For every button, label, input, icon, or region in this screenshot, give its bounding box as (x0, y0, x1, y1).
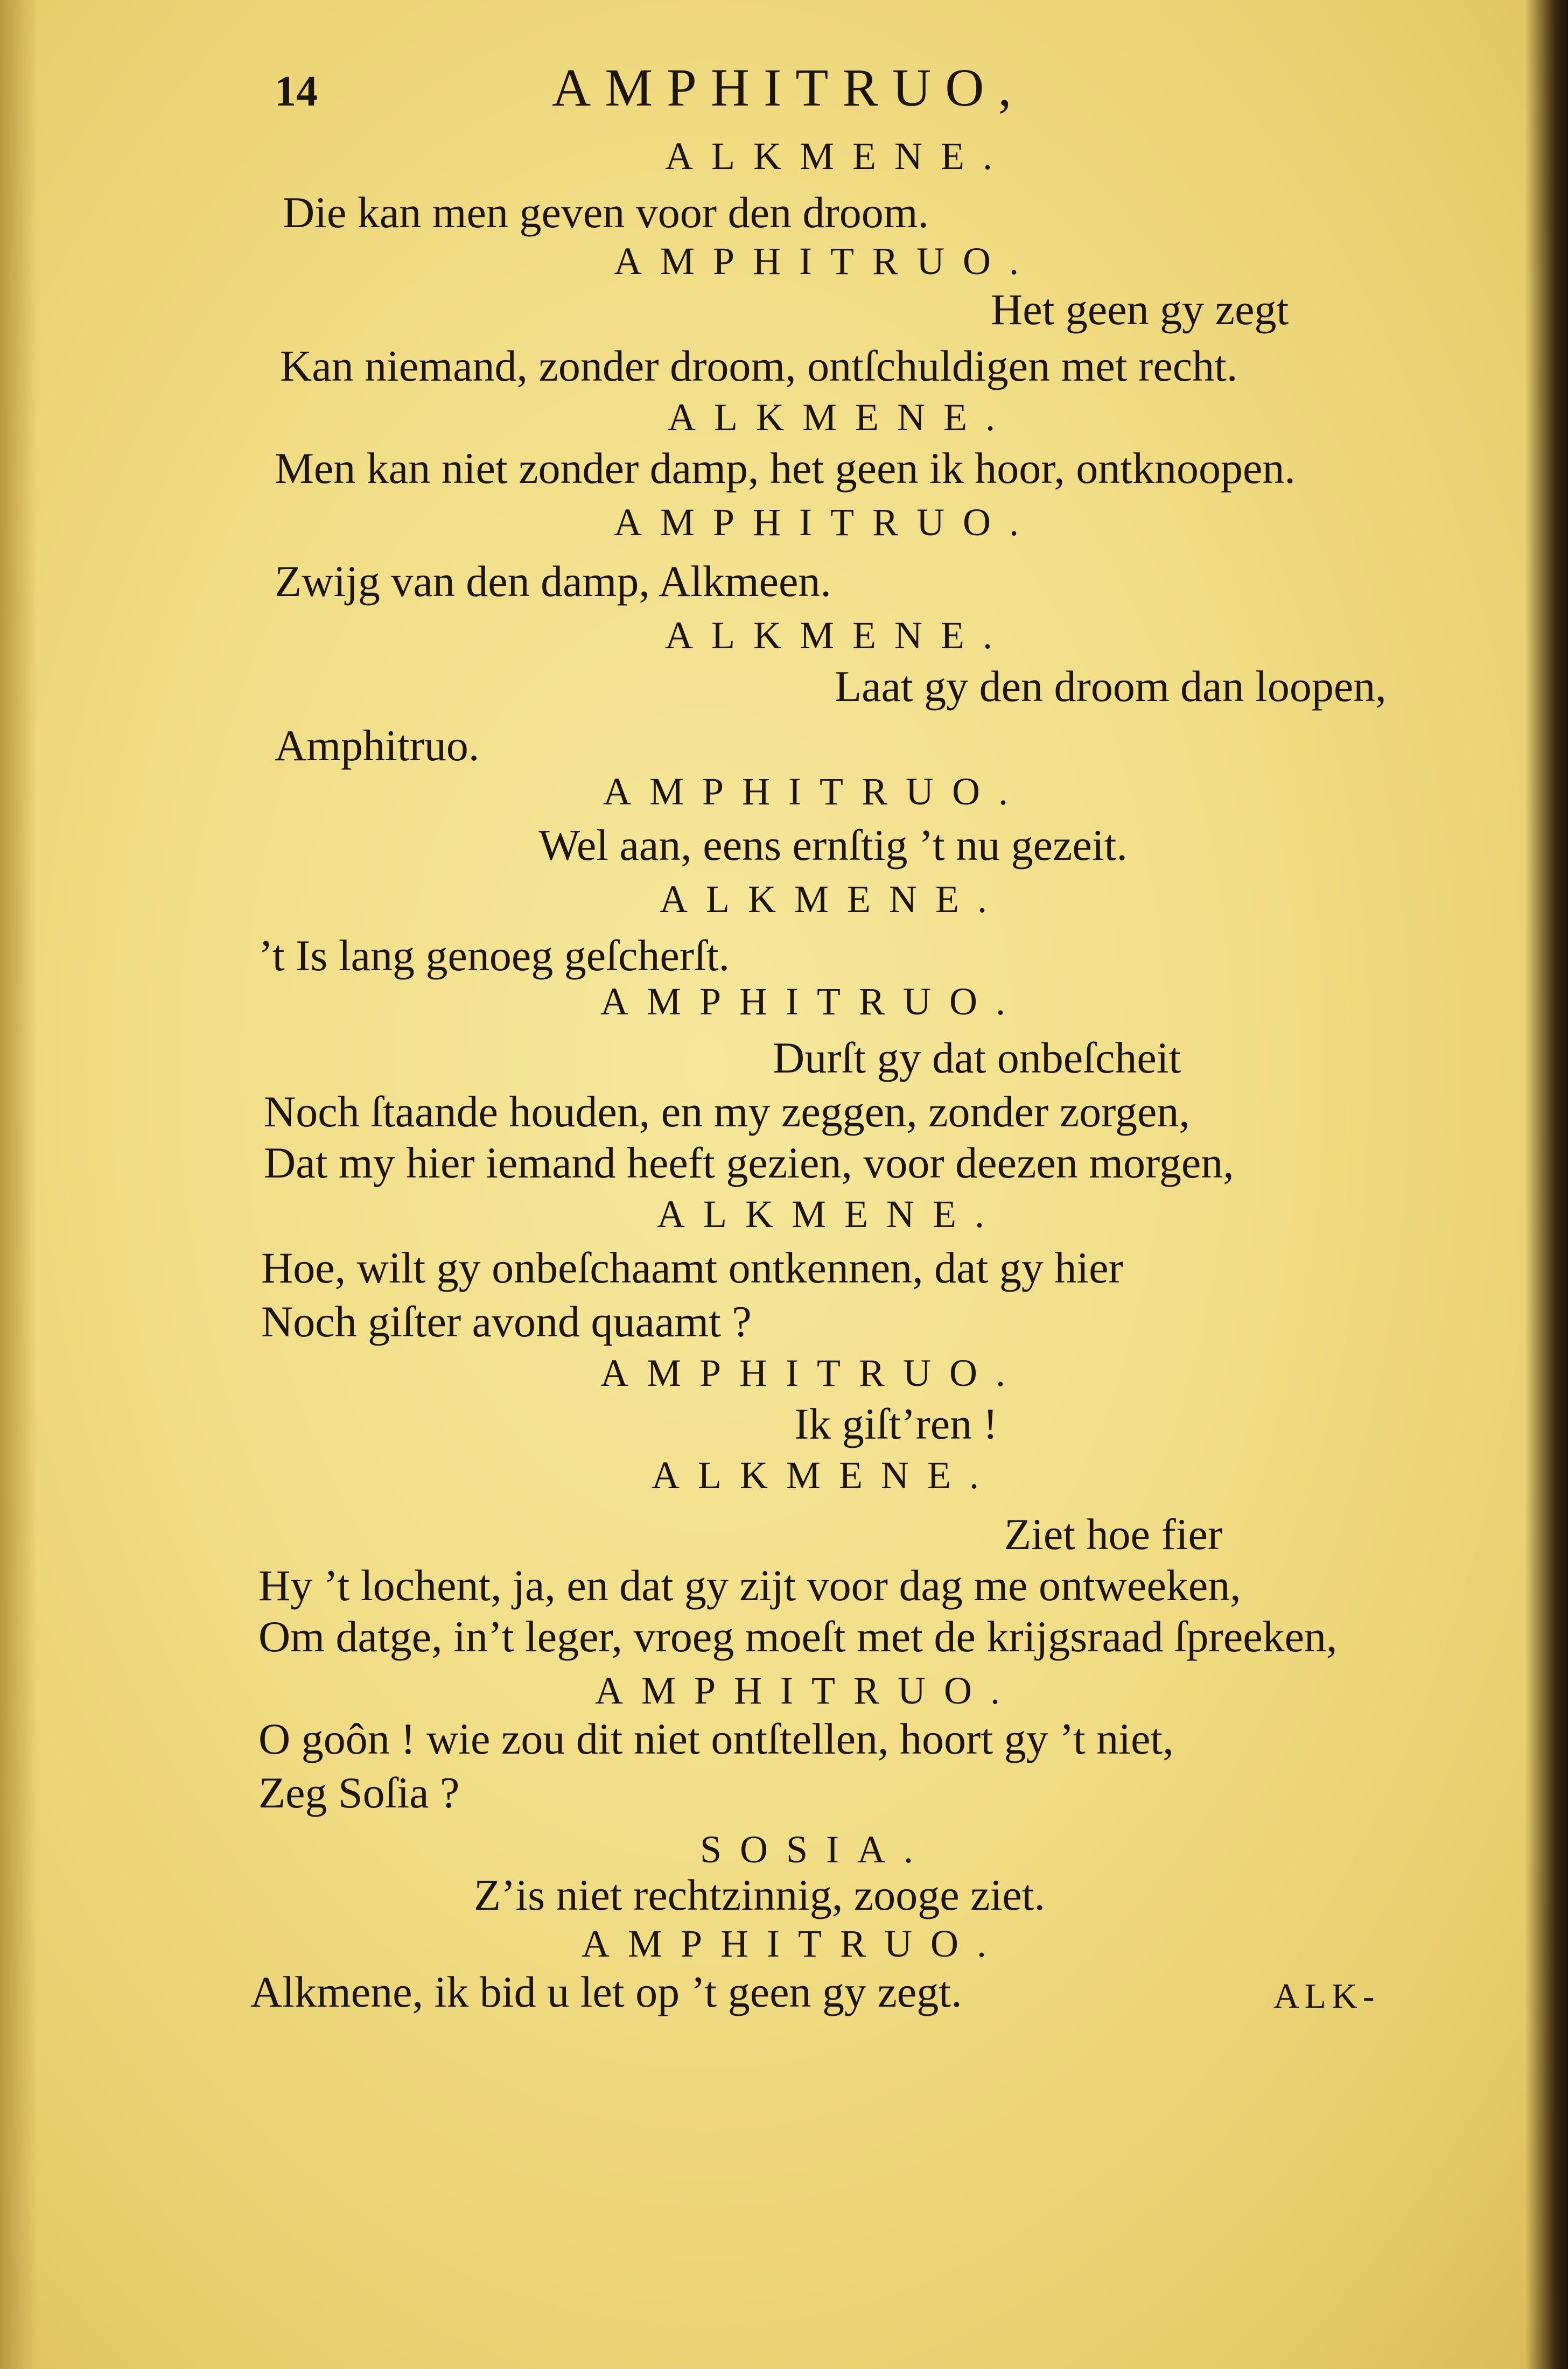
verse-line: Amphitruo. (275, 721, 480, 770)
verse-line: Alkmene, ik bid u let op ’t geen gy zegt. (250, 1967, 962, 2016)
speaker-name: AMPHITRUO. (595, 1669, 1019, 1712)
verse-line: Kan niemand, zonder droom, ontſchuldigen met recht. (280, 341, 1238, 390)
speaker-name: ALKMENE. (668, 396, 1013, 439)
verse-line: ’t Is lang genoeg geſcherſt. (258, 931, 730, 980)
verse-line: Om datge, in’t leger, vroeg moeſt met de krijgsraad ſpreeken, (258, 1612, 1338, 1661)
speaker-name: ALKMENE. (657, 1193, 1003, 1236)
speaker-name: ALKMENE. (665, 135, 1011, 178)
speaker-name: AMPHITRUO. (600, 1351, 1024, 1394)
verse-line: Het geen gy zegt (991, 285, 1289, 334)
verse-line: Ik giſt’ren ! (794, 1399, 998, 1448)
verse-line: Die kan men geven voor den droom. (283, 188, 929, 237)
verse-line: Zeg Soſia ? (258, 1768, 460, 1817)
verse-line: Noch giſter avond quaamt ? (261, 1297, 752, 1346)
speaker-name: ALKMENE. (652, 1454, 997, 1497)
verse-line: Durſt gy dat onbeſcheit (773, 1033, 1181, 1082)
page-number: 14 (275, 68, 318, 115)
speaker-name: AMPHITRUO. (614, 240, 1038, 283)
speaker-name: AMPHITRUO. (603, 770, 1027, 813)
verse-line: Z’is niet rechtzinnig, zooge ziet. (474, 1870, 1046, 1919)
speaker-name: AMPHITRUO. (614, 501, 1038, 544)
verse-line: Zwijg van den damp, Alkmeen. (275, 557, 831, 606)
speaker-name: AMPHITRUO. (582, 1922, 1005, 1965)
verse-line: Men kan niet zonder damp, het geen ik hoor, ontknoopen. (275, 444, 1296, 493)
speaker-name: ALKMENE. (660, 878, 1005, 921)
verse-line: O goôn ! wie zou dit niet ontſtellen, hoort gy ’t niet, (258, 1714, 1174, 1763)
verse-line: Wel aan, eens ernſtig ’t nu gezeit. (538, 821, 1128, 870)
catchword: ALK- (1273, 1976, 1380, 2016)
speaker-name: ALKMENE. (665, 614, 1011, 657)
verse-line: Laat gy den droom dan loopen, (835, 662, 1387, 711)
verse-line: Hoe, wilt gy onbeſchaamt ontkennen, dat gy hier (261, 1243, 1123, 1292)
running-title: AMPHITRUO, (552, 58, 1026, 117)
verse-line: Noch ſtaande houden, en my zeggen, zonder zorgen, (264, 1087, 1190, 1136)
verse-line: Hy ’t lochent, ja, en dat gy zijt voor dag me ontweeken, (258, 1561, 1241, 1610)
verse-line: Dat my hier iemand heeft gezien, voor deezen morgen, (264, 1138, 1234, 1187)
verse-line: Ziet hoe fier (1004, 1510, 1223, 1559)
speaker-name: AMPHITRUO. (600, 980, 1024, 1023)
speaker-name: SOSIA. (700, 1828, 932, 1871)
